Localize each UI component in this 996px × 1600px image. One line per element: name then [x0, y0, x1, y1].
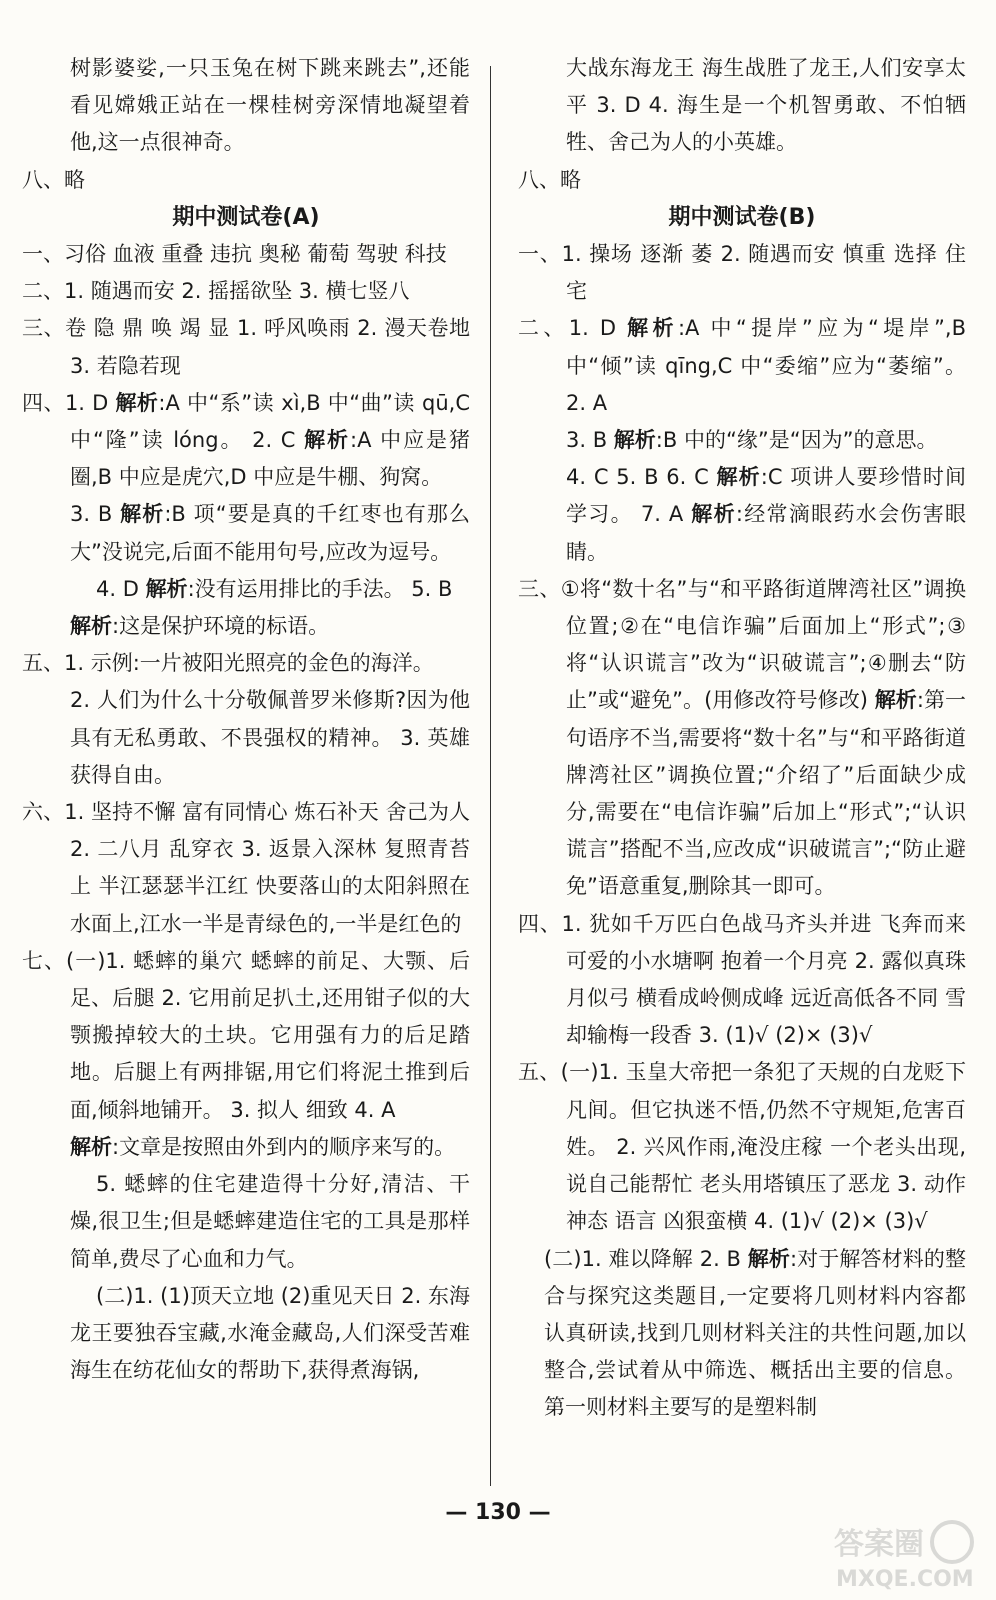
answer-1: 一、习俗 血液 重叠 违抗 奥秘 葡萄 驾驶 科技 [22, 242, 447, 267]
watermark-bottom-text: MXQE.COM [836, 1567, 974, 1592]
answer-2-3: 3. B 解析:B 中的“缘”是“因为”的意思。 [566, 428, 938, 453]
analysis-label: 解析 [70, 614, 112, 639]
answer-7-2: (二)1. (1)顶天立地 (2)重见天日 2. 东海龙王要独吞宝藏,水淹金藏岛,人们深受苦难 海生在纺花仙女的帮助下,获得煮海锅, [70, 1283, 470, 1383]
answer-5-1: 五、(一)1. 玉皇大帝把一条犯了天规的白龙贬下凡间。但它执迷不悟,仍然不守规矩,危害百姓。 2. 兴风作雨,淹没庄稼 一个老头出现,说自己能帮忙 老头用塔镇压了恶龙 3. 动作 神态 语言 凶狠蛮横 4. (1)√ (2)× (3)√ [518, 1060, 966, 1234]
right-column [518, 50, 966, 1427]
answer-8: 八、略 [22, 167, 85, 192]
analysis-label: 解析 [716, 465, 761, 490]
analysis-label: 解析 [613, 428, 656, 453]
answer-6: 六、1. 坚持不懈 富有同情心 炼石补天 舍己为人 2. 二八月 乱穿衣 3. 返景入深林 复照青苔上 半江瑟瑟半江红 快要落山的太阳斜照在水面上,江水一半是青绿色的,一半是红色的 [22, 800, 470, 936]
column-divider [490, 66, 491, 1486]
answer-4: 四、1. 犹如千万匹白色战马齐头并进 飞奔而来 可爱的小水塘啊 抱着一个月亮 2. 露似真珠月似弓 横看成岭侧成峰 远近高低各不同 雪却输梅一段香 3. (1)√ (2)× (3)√ [518, 911, 966, 1048]
answer-2: 二、1. 随遇而安 2. 摇摇欲坠 3. 横七竖八 [22, 279, 410, 304]
answer-4-1: 四、1. D 解析:A 中“系”读 xì,B 中“曲”读 qū,C 中“隆”读 lóng。 2. C 解析:A 中应是猪圈,B 中应是虎穴,D 中应是牛棚、狗窝。 [22, 390, 471, 490]
section-title-a: 期中测试卷(A) [172, 204, 320, 230]
answer-5-1: 五、1. 示例:一片被阳光照亮的金色的海洋。 [22, 651, 434, 676]
analysis-label: 解析 [627, 316, 678, 341]
answer-8: 八、略 [518, 167, 581, 192]
continued-answer: 大战东海龙王 海生战胜了龙王,人们安享太平 3. D 4. 海生是一个机智勇敢、不怕牺牲、舍己为人的小英雄。 [566, 56, 966, 155]
continued-answer: 树影婆娑,一只玉兔在树下跳来跳去”,还能看见嫦娥正站在一棵桂树旁深情地凝望着他,这一点很神奇。 [70, 56, 470, 155]
watermark-logo [828, 1514, 978, 1592]
analysis-label: 解析 [115, 390, 159, 415]
answer-3: 三、卷 隐 鼎 唤 竭 显 1. 呼风唤雨 2. 漫天卷地 3. 若隐若现 [22, 316, 470, 378]
answer-5-2: 2. 人们为什么十分敬佩普罗米修斯?因为他具有无私勇敢、不畏强权的精神。 3. 英雄获得自由。 [70, 688, 470, 787]
answer-7-5: 5. 蟋蟀的住宅建造得十分好,清洁、干燥,很卫生;但是蟋蟀建造住宅的工具是那样简单,费尽了心血和力气。 [70, 1172, 470, 1271]
answer-1: 一、1. 操场 逐渐 萎 2. 随遇而安 慎重 选择 住宅 [518, 242, 966, 304]
answer-4-4: 4. D 解析:没有运用排比的手法。 5. B [96, 576, 453, 601]
answer-2-4: 4. C 5. B 6. C 解析:C 项讲人要珍惜时间学习。 7. A 解析:经常滴眼药水会伤害眼睛。 [566, 465, 966, 564]
answer-5-2: (二)1. 难以降解 2. B 解析:对于解答材料的整合与探究这类题目,一定要将几则材料内容都认真研读,找到几则材料关注的共性问题,加以整合,尝试着从中筛选、概括出主要的信息。第一则材料主要写的是塑料制 [544, 1246, 966, 1420]
section-title-b: 期中测试卷(B) [668, 204, 816, 230]
watermark-top-text: 答案圈 [834, 1527, 924, 1562]
answer-7-analysis: 解析:文章是按照由外到内的顺序来写的。 [70, 1134, 456, 1159]
left-column [22, 50, 470, 1389]
answer-7-1: 七、(一)1. 蟋蟀的巢穴 蟋蟀的前足、大颚、后足、后腿 2. 它用前足扒土,还用钳子似的大颚搬掉较大的土块。它用强有力的后足踏地。后腿上有两排锯,用它们将泥土推到后面,倾斜地铺开。 3. 拟人 细致 4. A [22, 948, 470, 1122]
answer-4-3: 3. B 解析:B 项“要是真的千红枣也有那么大”没说完,后面不能用句号,应改为逗号。 [70, 502, 471, 564]
analysis-label: 解析 [691, 502, 736, 527]
page-number: — 130 — [445, 1500, 551, 1525]
answer-2-1: 二、1. D 解析:A 中“提岸”应为“堤岸”,B 中“倾”读 qīng,C 中“委缩”应为“萎缩”。 2. A [518, 316, 967, 415]
answer-4-5: 解析:这是保护环境的标语。 [70, 614, 330, 639]
analysis-label: 解析 [120, 502, 165, 527]
analysis-label: 解析 [70, 1134, 112, 1159]
analysis-label: 解析 [304, 428, 351, 453]
answer-3: 三、①将“数十名”与“和平路街道牌湾社区”调换位置;②在“电信诈骗”后面加上“形式”;③将“认识谎言”改为“识破谎言”;④删去“防止”或“避免”。(用修改符号修改) 解析:第一句语序不当,需要将“数十名”与“和平路街道牌湾社区”调换位置;“介绍了”后面缺少成分,需要在“电信诈骗”后加上“形式”;“认识谎言”搭配不当,应改成“识破谎言”;“防止避免”语意重复,删除其一即可。 [518, 576, 967, 899]
analysis-label: 解析 [747, 1246, 790, 1271]
analysis-label: 解析 [874, 688, 917, 713]
analysis-label: 解析 [145, 576, 188, 601]
